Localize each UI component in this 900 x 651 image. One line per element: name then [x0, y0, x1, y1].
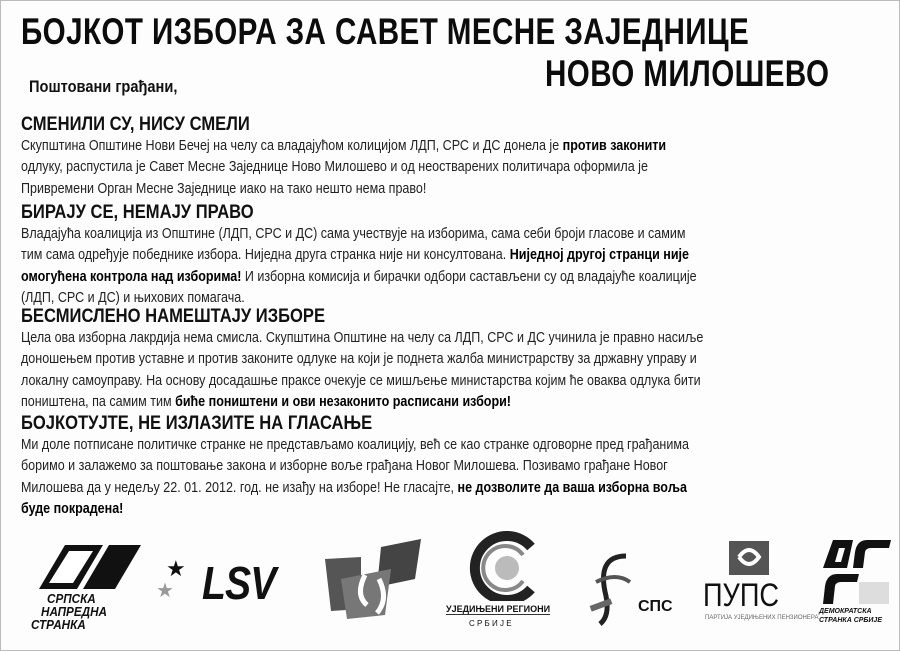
party-emblem-icon: [321, 539, 431, 619]
body-line: [21, 479, 687, 496]
body-text: локалну самоуправу. На основу досадашње праксе очекује се мишљење министарства којим ће оваква одлука бити: [21, 371, 701, 389]
logo-urs: [441, 531, 571, 631]
pups-wordmark: ПУПС: [703, 577, 780, 613]
body-line: [21, 393, 511, 410]
body-line: [21, 158, 648, 175]
emphasized-text: биће поништени и ови незаконито расписани избори!: [175, 392, 511, 410]
body-line: [21, 225, 685, 242]
logo-sns: [25, 541, 155, 641]
logo-dss: [819, 538, 899, 633]
emphasized-text: омогућена контрола над изборима!: [21, 267, 242, 285]
section-heading: БОЈКОТУЈТЕ, НЕ ИЗЛАЗИТЕ НА ГЛАСАЊЕ: [21, 412, 373, 434]
sps-emblem-icon: [586, 546, 646, 626]
logo-pups: [701, 539, 819, 629]
sns-caption-2: НАПРЕДНА: [41, 604, 107, 619]
body-line: [21, 137, 666, 154]
star-icon: ★: [156, 580, 174, 602]
logo-party-emblem: [321, 539, 431, 619]
pups-caption: ПАРТИЈА УЈЕДИЊЕНИХ ПЕНЗИОНЕРА: [705, 615, 819, 621]
body-text: (ЛДП, СРС и ДС) и њихових помагача.: [21, 288, 245, 306]
body-line: [21, 457, 668, 474]
sps-wordmark: СПС: [638, 598, 673, 615]
body-text: Скупштина Општине Нови Бечеј на челу са владајућом колицијом ЛДП, СРС и ДС донела је: [21, 137, 563, 154]
emphasized-text: буде покрадена!: [21, 499, 124, 517]
emphasized-text: против законити: [562, 137, 667, 154]
urs-caption-1: УЈЕДИЊЕНИ РЕГИОНИ: [446, 604, 551, 614]
body-line: [21, 180, 426, 197]
title-line-2: НОВО МИЛОШЕВО: [545, 53, 830, 94]
salutation: Поштовани грађани,: [29, 77, 178, 96]
body-text: Привремени Орган Месне Заједнице иако на тако нешто нема право!: [21, 179, 427, 197]
sns-caption-1: СРПСКА: [47, 591, 96, 606]
body-text: Ми доле потписане политичке странке не представљамо коалицију, већ се као странке одговорне пред грађанима: [21, 436, 689, 453]
body-line: [21, 372, 701, 389]
body-text: Милошева да у недељу 22. 01. 2012. год. не изађу на изборе! Не гласајте,: [21, 478, 458, 496]
title-line-1: БОЈКОТ ИЗБОРА ЗА САВЕТ МЕСНЕ ЗАЈЕДНИЦЕ: [21, 11, 750, 52]
star-icon: ★: [166, 556, 186, 581]
emphasized-text: не дозволите да ваша изборна воља: [457, 478, 688, 496]
dss-caption-2: СТРАНКА СРБИЈЕ: [819, 617, 882, 624]
body-text: тим сама одређује победнике избора. Ниједна друга странка није ни консултована.: [21, 246, 510, 264]
dss-caption-1: ДЕМОКРАТСКА: [819, 608, 872, 615]
body-text: одлуку, распустила је Савет Месне Заједнице Ново Милошево и од неостварених политичара оформила је: [21, 158, 648, 176]
body-text: поништена, па самим тим: [21, 392, 176, 410]
urs-caption-2: С Р Б И Ј Е: [469, 619, 512, 628]
emphasized-text: Ниједној другој странци није: [509, 246, 689, 264]
pups-emblem-icon: [701, 539, 811, 579]
logo-sps: [586, 546, 686, 631]
section-heading: БЕСМИСЛЕНО НАМЕШТАЈУ ИЗБОРЕ: [21, 305, 326, 327]
body-text: Цела ова изборна лакрдија нема смисла. Скупштина Општине на челу са ЛДП, СРС и ДС учинила је правно насиље: [21, 329, 704, 346]
logo-lsv: [156, 556, 301, 616]
body-line: [21, 436, 689, 453]
body-line: [21, 350, 697, 367]
body-text: Владајућа коалиција из Општине (ЛДП, СРС и ДС) сама учествује на изборима, сама себи броји гласове и самим: [21, 225, 686, 242]
section-heading: СМЕНИЛИ СУ, НИСУ СМЕЛИ: [21, 113, 250, 135]
body-text: боримо и залажемо за поштовање закона и изборне воље грађана Новог Милошева. Позивамо грађане Новог: [21, 457, 668, 475]
sns-emblem-icon: [25, 541, 155, 591]
dss-emblem-icon: [819, 538, 899, 608]
section-heading: БИРАЈУ СЕ, НЕМАЈУ ПРАВО: [21, 201, 254, 223]
sns-caption-3: СТРАНКА: [31, 617, 86, 632]
lsv-wordmark: LSV: [202, 557, 276, 609]
body-line: [21, 246, 689, 263]
body-text: И изборна комисија и бирачки одбори састављени су од владајуће коалиције: [241, 267, 697, 285]
body-line: [21, 289, 245, 306]
body-line: [21, 500, 123, 517]
body-line: [21, 268, 697, 285]
urs-emblem-icon: [441, 531, 571, 601]
body-line: [21, 329, 703, 346]
body-text: доношењем против уставне и против законите одлуке на који је поднета жалба министрарству за државну управу и: [21, 350, 697, 368]
